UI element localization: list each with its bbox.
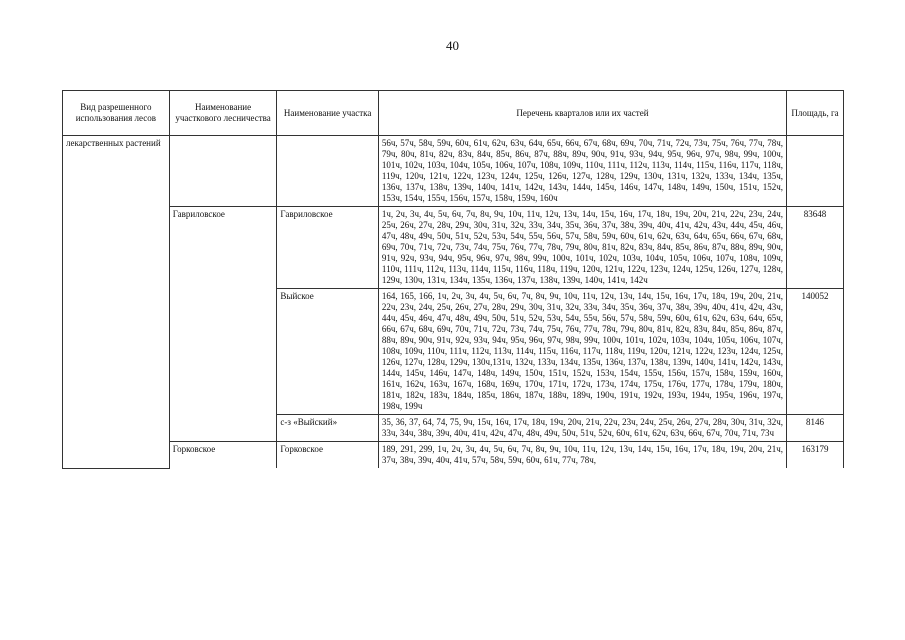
quarters-cell: 189, 291, 299, 1ч, 2ч, 3ч, 4ч, 5ч, 6ч, 7ч, 8ч, 9ч, 10ч, 11ч, 12ч, 13ч, 14ч, 15ч, 16ч, 17ч, 18ч, 19ч, 20ч, 21ч, 37ч, 38ч, 39ч, 40ч, 41ч, 57ч, 58ч, 59ч, 60ч, 61ч, 77ч, 78ч, <box>378 442 786 469</box>
area-cell <box>787 136 844 207</box>
table-row <box>63 136 844 207</box>
quarters-cell: 35, 36, 37, 64, 74, 75, 9ч, 15ч, 16ч, 17ч, 18ч, 19ч, 20ч, 21ч, 22ч, 23ч, 24ч, 25ч, 26ч, 27ч, 28ч, 30ч, 31ч, 32ч, 33ч, 34ч, 38ч, 39ч, 40ч, 41ч, 42ч, 47ч, 48ч, 49ч, 50ч, 51ч, 52ч, 60ч, 61ч, 62ч, 63ч, 66ч, 67ч, 70ч, 71ч, 73ч <box>378 415 786 442</box>
site-cell: Гавриловское <box>277 207 379 289</box>
forestry-cell <box>169 136 277 207</box>
forest-use-table <box>62 90 844 469</box>
quarters-cell: 1ч, 2ч, 3ч, 4ч, 5ч, 6ч, 7ч, 8ч, 9ч, 10ч, 11ч, 12ч, 13ч, 14ч, 15ч, 16ч, 17ч, 18ч, 19ч, 20ч, 21ч, 22ч, 23ч, 24ч, 25ч, 26ч, 27ч, 28ч, 29ч, 30ч, 31ч, 32ч, 33ч, 34ч, 35ч, 36ч, 37ч, 38ч, 39ч, 40ч, 41ч, 42ч, 43ч, 44ч, 45ч, 46ч, 47ч, 48ч, 49ч, 50ч, 51ч, 52ч, 53ч, 54ч, 55ч, 56ч, 57ч, 58ч, 59ч, 60ч, 61ч, 62ч, 63ч, 64ч, 65ч, 66ч, 67ч, 68ч, 69ч, 70ч, 71ч, 72ч, 73ч, 74ч, 75ч, 76ч, 77ч, 78ч, 79ч, 80ч, 81ч, 82ч, 83ч, 84ч, 85ч, 86ч, 87ч, 88ч, 89ч, 90ч, 91ч, 92ч, 93ч, 94ч, 95ч, 96ч, 97ч, 98ч, 99ч, 100ч, 101ч, 102ч, 103ч, 104ч, 105ч, 106ч, 107ч, 108ч, 109ч, 110ч, 111ч, 112ч, 113ч, 114ч, 115ч, 116ч, 118ч, 119ч, 120ч, 121ч, 122ч, 123ч, 124ч, 125ч, 126ч, 127ч, 128ч, 129ч, 130ч, 131ч, 134ч, 135ч, 136ч, 137ч, 138ч, 139ч, 140ч, 141ч, 142ч <box>378 207 786 289</box>
forestry-cell: Гавриловское <box>169 207 277 442</box>
site-cell <box>277 136 379 207</box>
header-site: Наименование участка <box>277 91 379 136</box>
header-quarters: Перечень кварталов или их частей <box>378 91 786 136</box>
table-header-row <box>63 91 844 136</box>
header-area: Площадь, га <box>787 91 844 136</box>
area-cell: 8146 <box>787 415 844 442</box>
forestry-cell: Горковское <box>169 442 277 469</box>
site-cell: Горковское <box>277 442 379 469</box>
quarters-cell: 164, 165, 166, 1ч, 2ч, 3ч, 4ч, 5ч, 6ч, 7ч, 8ч, 9ч, 10ч, 11ч, 12ч, 13ч, 14ч, 15ч, 16ч, 17ч, 18ч, 19ч, 20ч, 21ч, 22ч, 23ч, 24ч, 25ч, 26ч, 27ч, 28ч, 29ч, 30ч, 31ч, 32ч, 33ч, 34ч, 35ч, 36ч, 37ч, 38ч, 39ч, 40ч, 41ч, 42ч, 43ч, 44ч, 45ч, 46ч, 47ч, 48ч, 49ч, 50ч, 51ч, 52ч, 53ч, 54ч, 55ч, 56ч, 57ч, 58ч, 59ч, 60ч, 61ч, 62ч, 63ч, 64ч, 65ч, 66ч, 67ч, 68ч, 69ч, 70ч, 71ч, 72ч, 73ч, 74ч, 75ч, 76ч, 77ч, 78ч, 79ч, 80ч, 81ч, 82ч, 83ч, 84ч, 85ч, 86ч, 87ч, 88ч, 89ч, 90ч, 91ч, 92ч, 93ч, 94ч, 95ч, 96ч, 97ч, 98ч, 99ч, 100ч, 101ч, 102ч, 103ч, 104ч, 105ч, 106ч, 107ч, 108ч, 109ч, 110ч, 111ч, 112ч, 113ч, 114ч, 115ч, 116ч, 117ч, 118ч, 119ч, 120ч, 121ч, 122ч, 123ч, 124ч, 125ч, 126ч, 127ч, 128ч, 129ч, 130ч,131ч, 132ч, 133ч, 134ч, 135ч, 136ч, 137ч, 138ч, 139ч, 140ч, 141ч, 142ч, 143ч, 144ч, 145ч, 146ч, 147ч, 148ч, 149ч, 150ч, 151ч, 152ч, 153ч, 154ч, 155ч, 156ч, 157ч, 158ч, 159ч, 160ч, 161ч, 162ч, 163ч, 167ч, 168ч, 169ч, 170ч, 171ч, 172ч, 173ч, 174ч, 175ч, 176ч, 177ч, 178ч, 179ч, 180ч, 181ч, 182ч, 183ч, 184ч, 185ч, 186ч, 187ч, 188ч, 189ч, 190ч, 191ч, 192ч, 193ч, 194ч, 195ч, 196ч, 197ч, 198ч, 199ч <box>378 289 786 415</box>
site-cell: Выйское <box>277 289 379 415</box>
use-type-cell: лекарственных растений <box>63 136 170 469</box>
area-cell: 83648 <box>787 207 844 289</box>
header-forestry: Наименование участкового лесничества <box>169 91 277 136</box>
table-row <box>63 442 844 469</box>
area-cell: 140052 <box>787 289 844 415</box>
page-number: 40 <box>446 38 459 53</box>
table-row <box>63 207 844 289</box>
header-use-type: Вид разрешенного использования лесов <box>63 91 170 136</box>
quarters-cell: 56ч, 57ч, 58ч, 59ч, 60ч, 61ч, 62ч, 63ч, 64ч, 65ч, 66ч, 67ч, 68ч, 69ч, 70ч, 71ч, 72ч, 73ч, 75ч, 76ч, 77ч, 78ч, 79ч, 80ч, 81ч, 82ч, 83ч, 84ч, 85ч, 86ч, 87ч, 88ч, 89ч, 90ч, 91ч, 93ч, 94ч, 95ч, 96ч, 97ч, 98ч, 99ч, 100ч, 101ч, 102ч, 103ч, 104ч, 105ч, 106ч, 107ч, 108ч, 109ч, 110ч, 111ч, 112ч, 113ч, 114ч, 115ч, 116ч, 117ч, 118ч, 119ч, 120ч, 121ч, 122ч, 123ч, 124ч, 125ч, 126ч, 127ч, 128ч, 129ч, 130ч, 131ч, 132ч, 133ч, 134ч, 135ч, 136ч, 137ч, 138ч, 139ч, 140ч, 141ч, 142ч, 143ч, 144ч, 145ч, 146ч, 147ч, 148ч, 149ч, 150ч, 151ч, 152ч, 153ч, 154ч, 155ч, 156ч, 157ч, 158ч, 159ч, 160ч <box>378 136 786 207</box>
site-cell: с-з «Выйский» <box>277 415 379 442</box>
area-cell: 163179 <box>787 442 844 469</box>
